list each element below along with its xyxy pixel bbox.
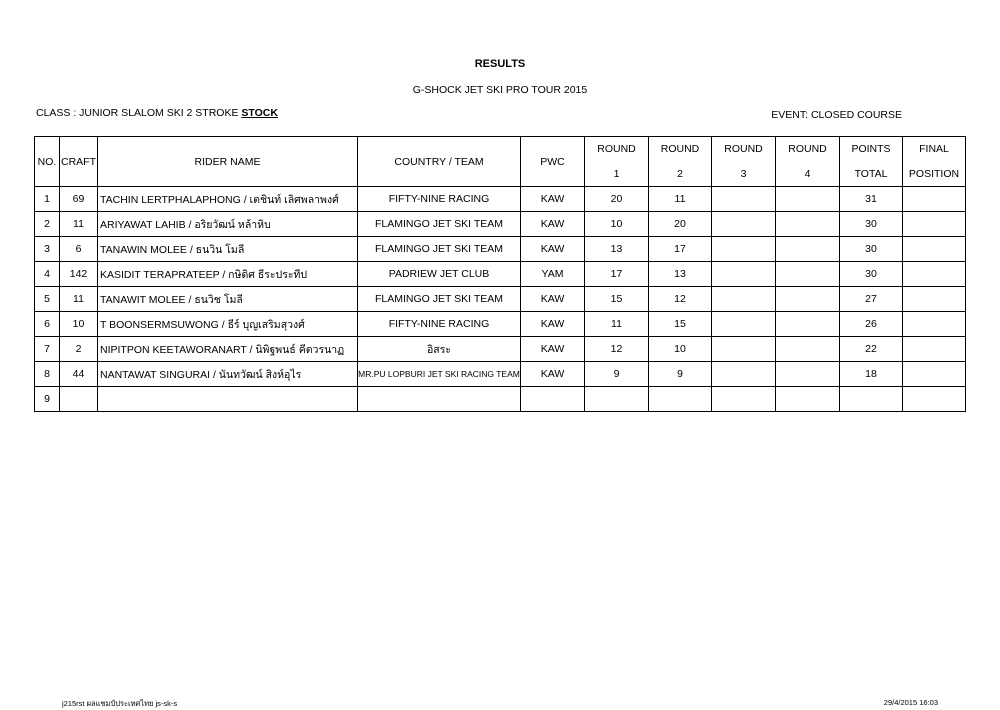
cell-no: 6	[35, 312, 60, 337]
cell-no: 2	[35, 212, 60, 237]
cell-rider: TANAWIT MOLEE / ธนวิช โมลี	[98, 287, 358, 312]
cell-round-4	[776, 287, 840, 312]
table-row	[35, 262, 966, 287]
cell-no: 7	[35, 337, 60, 362]
cell-team	[358, 387, 521, 412]
cell-round-2: 12	[649, 287, 712, 312]
cell-points-total: 30	[840, 237, 903, 262]
header-final-label: FINAL	[919, 143, 949, 155]
cell-pwc: KAW	[521, 287, 585, 312]
header-country-team: COUNTRY / TEAM	[358, 137, 521, 187]
cell-final-position	[903, 362, 966, 387]
header-row	[35, 137, 966, 187]
table-row	[35, 387, 966, 412]
cell-points-total: 26	[840, 312, 903, 337]
cell-craft: 11	[60, 212, 98, 237]
footer-timestamp: 29/4/2015 16:03	[883, 698, 938, 707]
header-pwc: PWC	[521, 137, 585, 187]
cell-round-1: 12	[585, 337, 649, 362]
cell-final-position	[903, 337, 966, 362]
cell-round-4	[776, 362, 840, 387]
header-round-3-number: 3	[740, 168, 747, 180]
cell-team: FLAMINGO JET SKI TEAM	[358, 237, 521, 262]
cell-final-position	[903, 287, 966, 312]
cell-craft: 142	[60, 262, 98, 287]
cell-final-position	[903, 237, 966, 262]
cell-points-total: 27	[840, 287, 903, 312]
cell-points-total	[840, 387, 903, 412]
event-label: EVENT: CLOSED COURSE	[771, 109, 902, 121]
cell-craft: 10	[60, 312, 98, 337]
table-row	[35, 362, 966, 387]
cell-round-3	[712, 337, 776, 362]
cell-points-total: 31	[840, 187, 903, 212]
cell-round-4	[776, 212, 840, 237]
cell-team: PADRIEW JET CLUB	[358, 262, 521, 287]
cell-team: MR.PU LOPBURI JET SKI RACING TEAM	[358, 362, 521, 387]
cell-round-1: 9	[585, 362, 649, 387]
cell-round-3	[712, 312, 776, 337]
cell-pwc: KAW	[521, 212, 585, 237]
cell-rider: KASIDIT TERAPRATEEP / กษิดิศ ธีระประทีป	[98, 262, 358, 287]
table-row	[35, 337, 966, 362]
cell-team: FLAMINGO JET SKI TEAM	[358, 212, 521, 237]
cell-round-4	[776, 387, 840, 412]
cell-team: FIFTY-NINE RACING	[358, 187, 521, 212]
cell-craft: 6	[60, 237, 98, 262]
cell-round-3	[712, 362, 776, 387]
cell-rider: T BOONSERMSUWONG / ธีร์ บุญเสริมสุวงศ์	[98, 312, 358, 337]
cell-no: 9	[35, 387, 60, 412]
cell-pwc: YAM	[521, 262, 585, 287]
cell-round-4	[776, 262, 840, 287]
cell-points-total: 22	[840, 337, 903, 362]
cell-round-1	[585, 387, 649, 412]
cell-round-2: 11	[649, 187, 712, 212]
header-total-label: TOTAL	[854, 168, 888, 180]
cell-team: อิสระ	[358, 337, 521, 362]
cell-rider: NANTAWAT SINGURAI / นันทวัฒน์ สิงห์อุไร	[98, 362, 358, 387]
table-row	[35, 237, 966, 262]
cell-team: FIFTY-NINE RACING	[358, 312, 521, 337]
cell-round-3	[712, 212, 776, 237]
cell-team: FLAMINGO JET SKI TEAM	[358, 287, 521, 312]
cell-round-4	[776, 237, 840, 262]
header-points-label: POINTS	[851, 143, 891, 155]
cell-final-position	[903, 387, 966, 412]
header-round-3-label: ROUND	[724, 143, 763, 155]
cell-round-4	[776, 187, 840, 212]
cell-round-1: 15	[585, 287, 649, 312]
footer-document-id: j215rst ผลแชมป์ประเทศไทย js-sk-s	[62, 699, 178, 708]
cell-round-1: 20	[585, 187, 649, 212]
header-rider-name: RIDER NAME	[98, 137, 358, 187]
table-row	[35, 312, 966, 337]
cell-round-4	[776, 312, 840, 337]
cell-round-1: 11	[585, 312, 649, 337]
cell-final-position	[903, 187, 966, 212]
header-round-4	[776, 137, 840, 187]
cell-rider: NIPITPON KEETAWORANART / นิพิฐพนธ์ คีตวรนาฏ	[98, 337, 358, 362]
header-round-4-number: 4	[804, 168, 811, 180]
cell-round-4	[776, 337, 840, 362]
cell-no: 1	[35, 187, 60, 212]
cell-pwc: KAW	[521, 237, 585, 262]
class-stock-label: STOCK	[241, 107, 278, 119]
header-craft: CRAFT	[60, 137, 98, 187]
event-series-title: G-SHOCK JET SKI PRO TOUR 2015	[412, 84, 588, 96]
cell-round-3	[712, 262, 776, 287]
cell-round-2: 13	[649, 262, 712, 287]
cell-craft: 2	[60, 337, 98, 362]
cell-no: 5	[35, 287, 60, 312]
cell-pwc: KAW	[521, 312, 585, 337]
cell-final-position	[903, 212, 966, 237]
cell-round-1: 17	[585, 262, 649, 287]
cell-round-2: 20	[649, 212, 712, 237]
cell-round-3	[712, 387, 776, 412]
cell-craft: 69	[60, 187, 98, 212]
cell-round-2: 9	[649, 362, 712, 387]
cell-craft	[60, 387, 98, 412]
cell-no: 3	[35, 237, 60, 262]
header-position-label: POSITION	[908, 168, 960, 180]
class-label	[36, 107, 278, 119]
cell-round-3	[712, 237, 776, 262]
header-round-3	[712, 137, 776, 187]
cell-round-3	[712, 287, 776, 312]
cell-pwc: KAW	[521, 362, 585, 387]
cell-round-2	[649, 387, 712, 412]
cell-craft: 44	[60, 362, 98, 387]
header-round-2	[649, 137, 712, 187]
cell-rider: TANAWIN MOLEE / ธนวิน โมลี	[98, 237, 358, 262]
table-row	[35, 287, 966, 312]
cell-final-position	[903, 312, 966, 337]
cell-rider	[98, 387, 358, 412]
cell-points-total: 30	[840, 212, 903, 237]
cell-round-2: 17	[649, 237, 712, 262]
cell-round-3	[712, 187, 776, 212]
table-row	[35, 212, 966, 237]
cell-round-2: 10	[649, 337, 712, 362]
class-name: CLASS : JUNIOR SLALOM SKI 2 STROKE	[36, 107, 242, 119]
cell-pwc	[521, 387, 585, 412]
cell-rider: TACHIN LERTPHALAPHONG / เตชินท์ เลิศพลาพงศ์	[98, 187, 358, 212]
header-round-2-label: ROUND	[660, 143, 700, 155]
cell-craft: 11	[60, 287, 98, 312]
cell-round-1: 10	[585, 212, 649, 237]
header-round-1	[585, 137, 649, 187]
header-round-1-number: 1	[613, 168, 620, 180]
cell-round-1: 13	[585, 237, 649, 262]
header-round-2-number: 2	[677, 168, 683, 180]
cell-no: 8	[35, 362, 60, 387]
cell-pwc: KAW	[521, 337, 585, 362]
header-no: NO.	[35, 137, 60, 187]
cell-pwc: KAW	[521, 187, 585, 212]
table-row	[35, 187, 966, 212]
cell-final-position	[903, 262, 966, 287]
header-points-total	[840, 137, 903, 187]
header-final-position	[903, 137, 966, 187]
header-round-1-label: ROUND	[597, 143, 636, 155]
cell-points-total: 18	[840, 362, 903, 387]
cell-rider: ARIYAWAT LAHIB / อริยวัฒน์ หล้าหิบ	[98, 212, 358, 237]
cell-no: 4	[35, 262, 60, 287]
results-table	[34, 136, 966, 412]
cell-points-total: 30	[840, 262, 903, 287]
cell-round-2: 15	[649, 312, 712, 337]
page-title: RESULTS	[474, 58, 526, 70]
header-round-4-label: ROUND	[788, 143, 827, 155]
